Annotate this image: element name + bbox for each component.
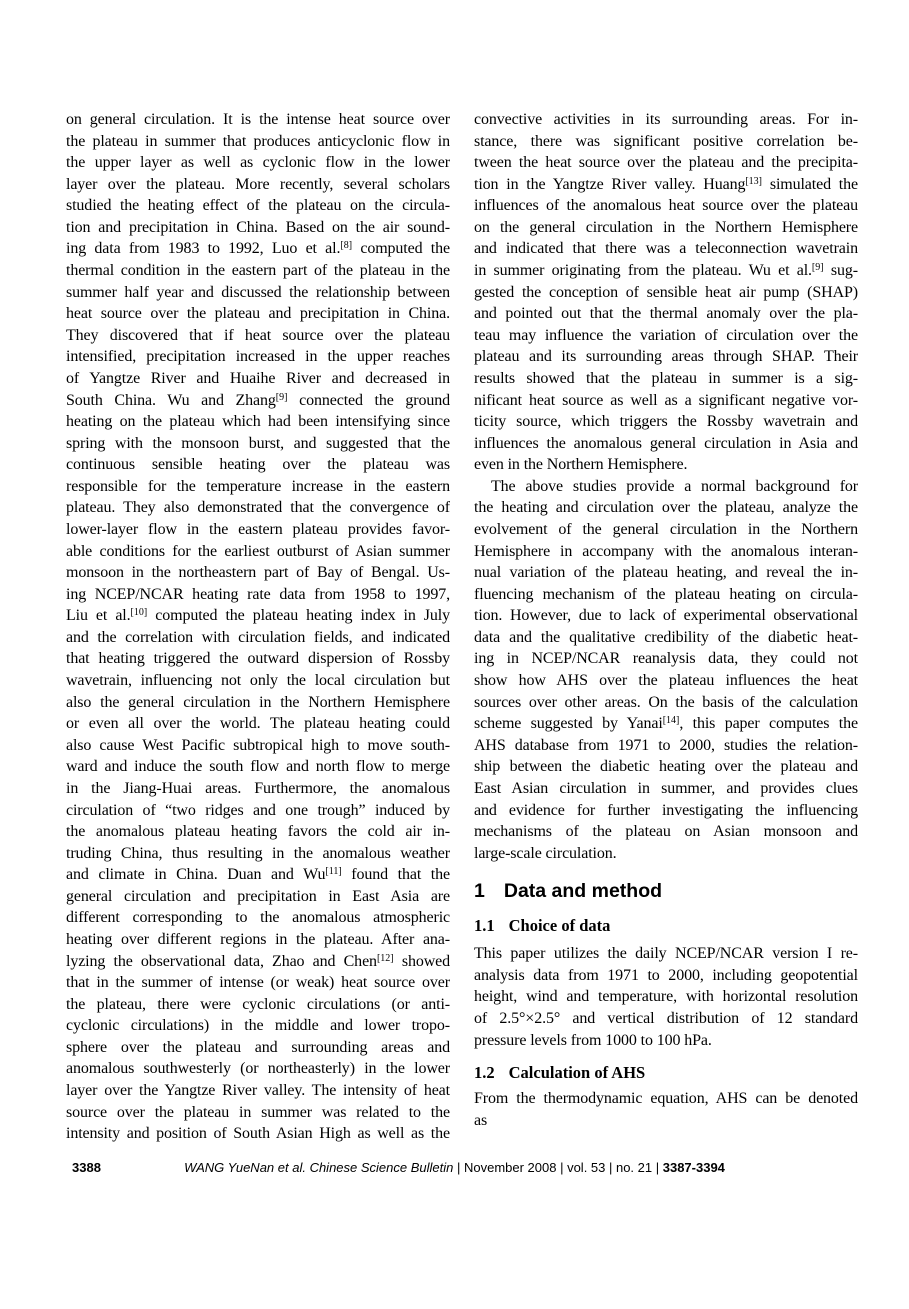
text-line: evolvement of the general circulation in the Northern bbox=[474, 520, 858, 538]
subsection-title: Calculation of AHS bbox=[508, 1063, 646, 1083]
text-line: that heating triggered the outward dispersion of Rossby bbox=[66, 650, 450, 668]
text-line: gested the conception of sensible heat air pump (SHAP) bbox=[474, 283, 858, 301]
citation-reference: [9] bbox=[275, 391, 288, 403]
text-line: source over the plateau in summer was related to the bbox=[66, 1103, 450, 1121]
text-line: tion. However, due to lack of experimental observational bbox=[474, 607, 858, 625]
text-line: monsoon in the northeastern part of Bay of Bengal. Us- bbox=[66, 564, 450, 582]
text-line: the plateau, there were cyclonic circulations (or anti- bbox=[66, 995, 450, 1013]
text-line: continuous sensible heating over the plateau was bbox=[66, 456, 450, 474]
text-line: heating over different regions in the plateau. After ana- bbox=[66, 930, 450, 948]
text-line: the upper layer as well as cyclonic flow in the lower bbox=[66, 154, 450, 172]
text-line: mechanisms of the plateau on Asian monsoon and bbox=[474, 823, 858, 841]
text-line: ship between the diabetic heating over the plateau and bbox=[474, 758, 858, 776]
text-line: stance, there was significant positive correlation be- bbox=[474, 132, 858, 150]
text-line: scheme suggested by Yanai[14], this paper computes the bbox=[474, 715, 858, 733]
text-line: They discovered that if heat source over the plateau bbox=[66, 326, 450, 344]
text-line: The above studies provide a normal background for bbox=[491, 477, 858, 495]
paragraph bbox=[474, 1088, 858, 1131]
text-line: as bbox=[474, 1111, 488, 1129]
text-line: intensity and position of South Asian High as well as the bbox=[66, 1125, 450, 1143]
text-line: ing NCEP/NCAR heating rate data from 1958 to 1997, bbox=[66, 585, 450, 603]
section-number: 1 bbox=[474, 880, 485, 903]
paragraph-continued bbox=[474, 109, 858, 476]
text-line: tween the heat source over the plateau and the precipita- bbox=[474, 154, 858, 172]
text-line: thermal condition in the eastern part of the plateau in the bbox=[66, 262, 450, 280]
text-line: of 2.5°×2.5° and vertical distribution of 12 standard bbox=[474, 1009, 858, 1027]
paragraph-continued bbox=[66, 109, 450, 1145]
text-line: circulation of “two ridges and one trough” induced by bbox=[66, 801, 450, 819]
paragraph bbox=[474, 476, 858, 864]
text-line: in the Jiang-Huai areas. Furthermore, the anomalous bbox=[66, 779, 450, 797]
text-line: and pointed out that the thermal anomaly over the pla- bbox=[474, 305, 858, 323]
text-line: From the thermodynamic equation, AHS can be denoted bbox=[474, 1090, 858, 1108]
text-line: spring with the monsoon burst, and suggested that the bbox=[66, 434, 450, 452]
citation-page-range: 3387-3394 bbox=[662, 1160, 725, 1175]
text-line: influences the anomalous general circulation in Asia and bbox=[474, 434, 858, 452]
text-line: summer half year and discussed the relationship between bbox=[66, 283, 450, 301]
text-line: and evidence for further investigating the influencing bbox=[474, 801, 858, 819]
text-line: cyclonic circulations) in the middle and lower tropo- bbox=[66, 1017, 450, 1035]
right-column bbox=[474, 109, 858, 1145]
citation-reference: [9] bbox=[811, 262, 824, 274]
left-column bbox=[66, 109, 450, 1145]
text-line: lyzing the observational data, Zhao and Chen[12] showed bbox=[66, 952, 450, 970]
text-line: sources over other areas. On the basis of the calculation bbox=[474, 693, 858, 711]
page-body bbox=[66, 109, 858, 1145]
text-line: analysis data from 1971 to 2000, including geopotential bbox=[474, 966, 858, 984]
text-line: data and the qualitative credibility of the diabetic heat- bbox=[474, 628, 858, 646]
text-line: East Asian circulation in summer, and provides clues bbox=[474, 779, 858, 797]
subsection-number: 1.2 bbox=[474, 1063, 495, 1083]
text-line: responsible for the temperature increase in the eastern bbox=[66, 477, 450, 495]
text-line: that in the summer of intense (or weak) heat source over bbox=[66, 974, 450, 992]
text-line: layer over the plateau. More recently, several scholars bbox=[66, 175, 450, 193]
citation-reference: [8] bbox=[340, 240, 353, 252]
citation-reference: [13] bbox=[745, 175, 762, 187]
text-line: intensified, precipitation increased in the upper reaches bbox=[66, 348, 450, 366]
subsection-heading-choice-of-data bbox=[474, 915, 858, 937]
text-line: heat source over the plateau and precipitation in China. bbox=[66, 305, 450, 323]
text-line: AHS database from 1971 to 2000, studies the relation- bbox=[474, 736, 858, 754]
text-line: influences of the anomalous heat source over the plateau bbox=[474, 197, 858, 215]
subsection-number: 1.1 bbox=[474, 916, 495, 936]
text-line: show how AHS over the plateau influences the heat bbox=[474, 672, 858, 690]
text-line: tion and precipitation in China. Based on the air sound- bbox=[66, 218, 450, 236]
section-heading-data-and-method bbox=[474, 879, 858, 903]
text-line: nual variation of the plateau heating, and reveal the in- bbox=[474, 564, 858, 582]
text-line: truding China, thus resulting in the anomalous weather bbox=[66, 844, 450, 862]
subsection-title: Choice of data bbox=[508, 916, 611, 936]
page-number: 3388 bbox=[72, 1160, 101, 1175]
text-line: nificant heat source as well as a significant negative vor- bbox=[474, 391, 858, 409]
text-line: in summer originating from the plateau. Wu et al.[9] sug- bbox=[474, 262, 858, 280]
text-line: ticity source, which triggers the Rossby wavetrain and bbox=[474, 413, 858, 431]
text-line: fluencing mechanism of the plateau heating on circula- bbox=[474, 585, 858, 603]
text-line: large-scale circulation. bbox=[474, 844, 617, 862]
text-line: anomalous southwesterly (or northeasterly) in the lower bbox=[66, 1060, 450, 1078]
citation-reference: [14] bbox=[662, 715, 680, 727]
citation-reference: [12] bbox=[376, 952, 394, 964]
text-line: the heating and circulation over the plateau, analyze the bbox=[474, 499, 858, 517]
text-line: ing data from 1983 to 1992, Luo et al.[8] computed the bbox=[66, 240, 450, 258]
text-line: general circulation and precipitation in East Asia are bbox=[66, 887, 450, 905]
page-footer bbox=[0, 1158, 909, 1178]
text-line: able conditions for the earliest outburst of Asian summer bbox=[66, 542, 450, 560]
text-line: even in the Northern Hemisphere. bbox=[474, 456, 688, 474]
citation-reference: [10] bbox=[130, 607, 148, 619]
text-line: ing in NCEP/NCAR reanalysis data, they could not bbox=[474, 650, 858, 668]
text-line: on the general circulation in the Northern Hemisphere bbox=[474, 218, 858, 236]
text-line: Hemisphere in accompany with the anomalous interan- bbox=[474, 542, 858, 560]
text-line: This paper utilizes the daily NCEP/NCAR version I re- bbox=[474, 945, 858, 963]
text-line: wavetrain, influencing not only the local circulation but bbox=[66, 672, 450, 690]
text-line: South China. Wu and Zhang[9] connected the ground bbox=[66, 391, 450, 409]
citation-authors-journal: WANG YueNan et al. Chinese Science Bulletin bbox=[184, 1160, 454, 1175]
text-line: and the correlation with circulation fields, and indicated bbox=[66, 628, 450, 646]
text-line: ward and induce the south flow and north flow to merge bbox=[66, 758, 450, 776]
text-line: of Yangtze River and Huaihe River and decreased in bbox=[66, 369, 450, 387]
text-line: pressure levels from 1000 to 100 hPa. bbox=[474, 1031, 712, 1049]
text-line: height, wind and temperature, with horizontal resolution bbox=[474, 988, 858, 1006]
text-line: heating on the plateau which had been intensifying since bbox=[66, 413, 450, 431]
text-line: the anomalous plateau heating favors the cold air in- bbox=[66, 823, 450, 841]
text-line: and indicated that there was a teleconnection wavetrain bbox=[474, 240, 858, 258]
text-line: also cause West Pacific subtropical high to move south- bbox=[66, 736, 450, 754]
text-line: lower-layer flow in the eastern plateau provides favor- bbox=[66, 520, 450, 538]
text-line: tion in the Yangtze River valley. Huang[13] simulated the bbox=[474, 175, 858, 193]
subsection-heading-calculation-of-ahs bbox=[474, 1062, 858, 1084]
text-line: different corresponding to the anomalous atmospheric bbox=[66, 909, 450, 927]
text-line: studied the heating effect of the plateau on the circula- bbox=[66, 197, 450, 215]
text-line: results showed that the plateau in summer is a sig- bbox=[474, 369, 858, 387]
text-line: the plateau in summer that produces anticyclonic flow in bbox=[66, 132, 450, 150]
text-line: convective activities in its surrounding areas. For in- bbox=[474, 111, 858, 128]
citation-issue-info: | November 2008 | vol. 53 | no. 21 | bbox=[453, 1160, 663, 1175]
text-line: layer over the Yangtze River valley. The intensity of heat bbox=[66, 1082, 450, 1100]
text-line: on general circulation. It is the intense heat source over bbox=[66, 111, 450, 128]
text-line: sphere over the plateau and surrounding areas and bbox=[66, 1038, 450, 1056]
text-line: also the general circulation in the Northern Hemisphere bbox=[66, 693, 450, 711]
paragraph bbox=[474, 943, 858, 1051]
text-line: plateau. They also demonstrated that the convergence of bbox=[66, 499, 450, 517]
citation-reference: [11] bbox=[325, 866, 342, 878]
text-line: teau may influence the variation of circulation over the bbox=[474, 326, 858, 344]
section-title: Data and method bbox=[503, 880, 663, 903]
journal-citation bbox=[0, 1158, 909, 1178]
text-line: plateau and its surrounding areas through SHAP. Their bbox=[474, 348, 858, 366]
text-line: and climate in China. Duan and Wu[11] found that the bbox=[66, 866, 450, 884]
text-line: or even all over the world. The plateau heating could bbox=[66, 715, 450, 733]
text-line: Liu et al.[10] computed the plateau heating index in July bbox=[66, 607, 450, 625]
